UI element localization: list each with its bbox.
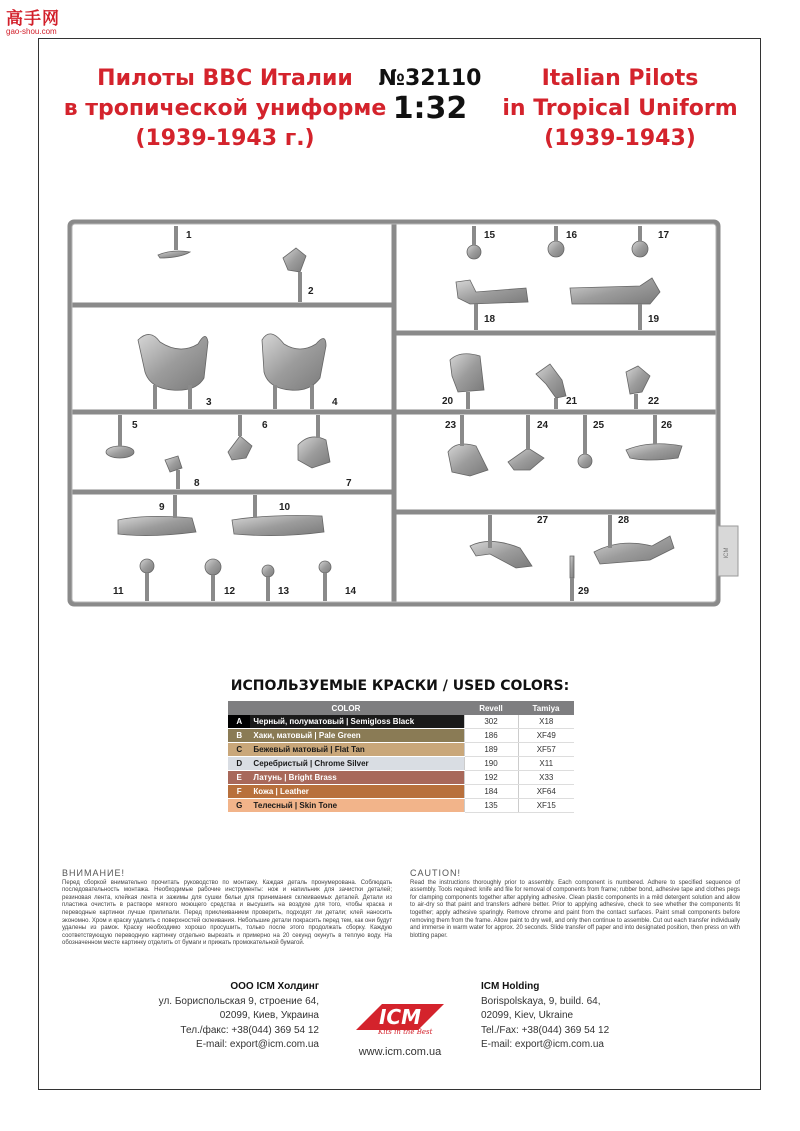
color-name: Серебристый | Chrome Silver xyxy=(250,757,464,771)
part-label-25: 25 xyxy=(593,420,605,431)
address-en-line-1: Borispolskaya, 9, build. 64, xyxy=(481,995,601,1007)
sprue-tab-label: ICM xyxy=(724,547,730,559)
part-2-shape xyxy=(283,248,306,272)
color-name: Хаки, матовый | Pale Green xyxy=(250,729,464,743)
color-table-body xyxy=(228,715,574,813)
part-19-shape xyxy=(570,278,660,304)
part-27-shape xyxy=(470,541,532,568)
part-label-17: 17 xyxy=(658,230,670,241)
part-label-24: 24 xyxy=(537,420,549,431)
caution-en-title: CAUTION! xyxy=(410,868,462,878)
title-ru-line-1: Пилоты ВВС Италии xyxy=(97,66,353,91)
color-name: Телесный | Skin Tone xyxy=(250,799,464,813)
revell-code: 184 xyxy=(464,785,518,799)
email-ru[interactable]: E-mail: export@icm.com.ua xyxy=(196,1039,319,1050)
scale: 1:32 xyxy=(392,91,468,126)
part-28-shape xyxy=(594,536,674,564)
part-label-18: 18 xyxy=(484,314,496,325)
tamiya-code: XF64 xyxy=(518,785,574,799)
color-letter: G xyxy=(228,799,250,813)
part-8-shape xyxy=(165,456,182,472)
company-name-ru: ООО ICM Холдинг xyxy=(230,981,319,992)
title-en-line-2: in Tropical Uniform xyxy=(502,96,738,121)
part-22-shape xyxy=(626,366,650,394)
watermark-text: 高手网 xyxy=(6,9,60,29)
color-name: Черный, полуматовый | Semigloss Black xyxy=(250,715,464,729)
part-label-6: 6 xyxy=(262,420,268,431)
title-ru-line-3: (1939-1943 г.) xyxy=(135,126,315,151)
part-21-shape xyxy=(536,364,566,398)
tamiya-code: X18 xyxy=(518,715,574,729)
part-26-shape xyxy=(626,444,682,460)
part-14-shape xyxy=(319,561,331,573)
color-letter: E xyxy=(228,771,250,785)
address-russian xyxy=(99,980,319,1053)
part-label-22: 22 xyxy=(648,396,660,407)
part-label-15: 15 xyxy=(484,230,496,241)
part-10-shape xyxy=(232,516,324,536)
title-en-line-1: Italian Pilots xyxy=(541,66,699,91)
column-revell: Revell xyxy=(464,701,518,715)
part-label-7: 7 xyxy=(346,478,352,489)
part-3-shape xyxy=(138,334,208,390)
part-12-shape xyxy=(205,559,221,575)
address-ru-line-2: 02099, Киев, Украина xyxy=(219,1010,319,1021)
part-29-shape xyxy=(570,556,574,578)
color-name: Латунь | Bright Brass xyxy=(250,771,464,785)
part-label-3: 3 xyxy=(206,397,212,408)
part-label-26: 26 xyxy=(661,420,673,431)
color-row xyxy=(228,729,574,743)
part-label-21: 21 xyxy=(566,396,578,407)
part-label-11: 11 xyxy=(113,586,124,597)
caution-ru-title: ВНИМАНИЕ! xyxy=(62,868,125,878)
tamiya-code: XF57 xyxy=(518,743,574,757)
part-1-shape xyxy=(158,251,190,258)
color-row xyxy=(228,785,574,799)
color-row xyxy=(228,799,574,813)
revell-code: 190 xyxy=(464,757,518,771)
revell-code: 189 xyxy=(464,743,518,757)
part-label-4: 4 xyxy=(332,397,338,408)
part-label-12: 12 xyxy=(224,586,236,597)
title-ru-line-2: в тропической униформе xyxy=(63,96,387,121)
part-label-28: 28 xyxy=(618,515,630,526)
part-18-shape xyxy=(456,280,528,304)
part-9-shape xyxy=(118,516,196,535)
part-17-shape xyxy=(632,241,648,257)
address-en-line-2: 02099, Kiev, Ukraine xyxy=(481,1010,574,1021)
part-label-29: 29 xyxy=(578,586,590,597)
column-tamiya: Tamiya xyxy=(518,701,574,715)
part-label-16: 16 xyxy=(566,230,578,241)
color-letter: A xyxy=(228,715,250,729)
color-row xyxy=(228,743,574,757)
phone-en: Tel./Fax: +38(044) 369 54 12 xyxy=(481,1024,610,1036)
part-15-shape xyxy=(467,245,481,259)
logo-tagline: Kits in the Best xyxy=(378,1028,433,1036)
revell-code: 186 xyxy=(464,729,518,743)
part-label-2: 2 xyxy=(308,286,314,297)
part-16-shape xyxy=(548,241,564,257)
part-label-20: 20 xyxy=(442,396,454,407)
part-20-shape xyxy=(450,354,484,392)
part-label-8: 8 xyxy=(194,478,200,489)
tamiya-code: X33 xyxy=(518,771,574,785)
caution-en-text: Read the instructions thoroughly prior to assembly. Each component is numbered. Adhere to specified sequence of assembly. Tools required: knife and file for removal of components from frame; rubber bond, adhesive tape and clothes pegs for clamping components together after applying adhesive. Clean plastic components in a mild detergent solution and allow to air-dry so that paint and transfers adhere better. Prior to applying adhesive, check to see whether the components fit together; apply adhesive sparingly. Remove chrome and paint from the contact surfaces. Paint small components before removing them from the frame. Allow paint to dry well, and only then continue to assemble. Cut out each transfer individually and immerse in warm water for approx. 20 seconds. Slide transfer off paper and into designated position, then press on with blotting paper. xyxy=(410,879,740,939)
color-letter: C xyxy=(228,743,250,757)
part-11-shape xyxy=(140,559,154,573)
watermark-url: gao-shou.com xyxy=(6,27,57,36)
color-row xyxy=(228,771,574,785)
part-label-14: 14 xyxy=(345,586,357,597)
color-table xyxy=(228,701,574,813)
email-en[interactable]: E-mail: export@icm.com.ua xyxy=(481,1039,604,1050)
phone-ru: Тел./факс: +38(044) 369 54 12 xyxy=(180,1024,319,1036)
color-letter: B xyxy=(228,729,250,743)
color-letter: F xyxy=(228,785,250,799)
used-colors-heading: ИСПОЛЬЗУЕМЫЕ КРАСКИ / USED COLORS: xyxy=(230,678,570,694)
website-link[interactable]: www.icm.com.ua xyxy=(358,1046,442,1058)
revell-code: 135 xyxy=(464,799,518,813)
catalog-number: №32110 xyxy=(378,66,482,91)
caution-english xyxy=(410,870,740,940)
part-5-shape xyxy=(106,446,134,458)
title-en-line-3: (1939-1943) xyxy=(544,126,696,151)
part-6-shape xyxy=(228,436,252,460)
part-7-shape xyxy=(298,437,330,468)
address-ru-line-1: ул. Бориспольская 9, строение 64, xyxy=(158,995,319,1007)
color-letter: D xyxy=(228,757,250,771)
logo-text: ICM xyxy=(378,1005,422,1029)
part-13-shape xyxy=(262,565,274,577)
tamiya-code: X11 xyxy=(518,757,574,771)
revell-code: 192 xyxy=(464,771,518,785)
revell-code: 302 xyxy=(464,715,518,729)
caution-russian xyxy=(62,870,392,948)
company-name-en: ICM Holding xyxy=(481,981,540,992)
caution-ru-text: Перед сборкой внимательно прочитать руководство по монтажу. Каждая деталь пронумерована. Соблюдать последовательность монтажа. Необходимые рабочие инструменты: нож и напильник для зачистки деталей; резиновая лента, клейкая лента и зажимы для сушки бельи для принимания склеиваемых деталей. Детали из пластика очистить в растворе мягкого моющего средства и высушить на воздухе для того, чтобы краска и переводные картинки лучше прилипали. Перед приклеиванием проверить, подходят ли детали; клей наносить экономно. Хром и краску удалить с поверхностей склеивания. Небольшие детали покрасить перед тем, как они будут удалены из рамок. Краску необходимо хорошо просушить, только после этого продолжать сборку. Каждую соответствующую переводную картинку отдельно вырезать и примерно на 20 секунд окунуть в теплую воду. На обозначенном месте картинку отделить от бумаги и прижать промокательной бумагой. xyxy=(62,879,392,947)
part-4-shape xyxy=(262,334,326,390)
part-label-27: 27 xyxy=(537,515,549,526)
part-label-5: 5 xyxy=(132,420,138,431)
color-row xyxy=(228,715,574,729)
part-24-shape xyxy=(508,448,544,470)
part-25-shape xyxy=(578,454,592,468)
part-23-shape xyxy=(448,444,488,476)
address-english xyxy=(481,980,701,1053)
column-color: COLOR xyxy=(228,701,464,715)
color-name: Кожа | Leather xyxy=(250,785,464,799)
part-label-23: 23 xyxy=(445,420,457,431)
color-table-header xyxy=(228,701,574,715)
tamiya-code: XF15 xyxy=(518,799,574,813)
part-label-13: 13 xyxy=(278,586,290,597)
part-label-9: 9 xyxy=(159,502,165,513)
part-label-10: 10 xyxy=(279,502,291,513)
color-row xyxy=(228,757,574,771)
tamiya-code: XF49 xyxy=(518,729,574,743)
part-label-19: 19 xyxy=(648,314,660,325)
part-label-1: 1 xyxy=(186,230,192,241)
color-name: Бежевый матовый | Flat Tan xyxy=(250,743,464,757)
